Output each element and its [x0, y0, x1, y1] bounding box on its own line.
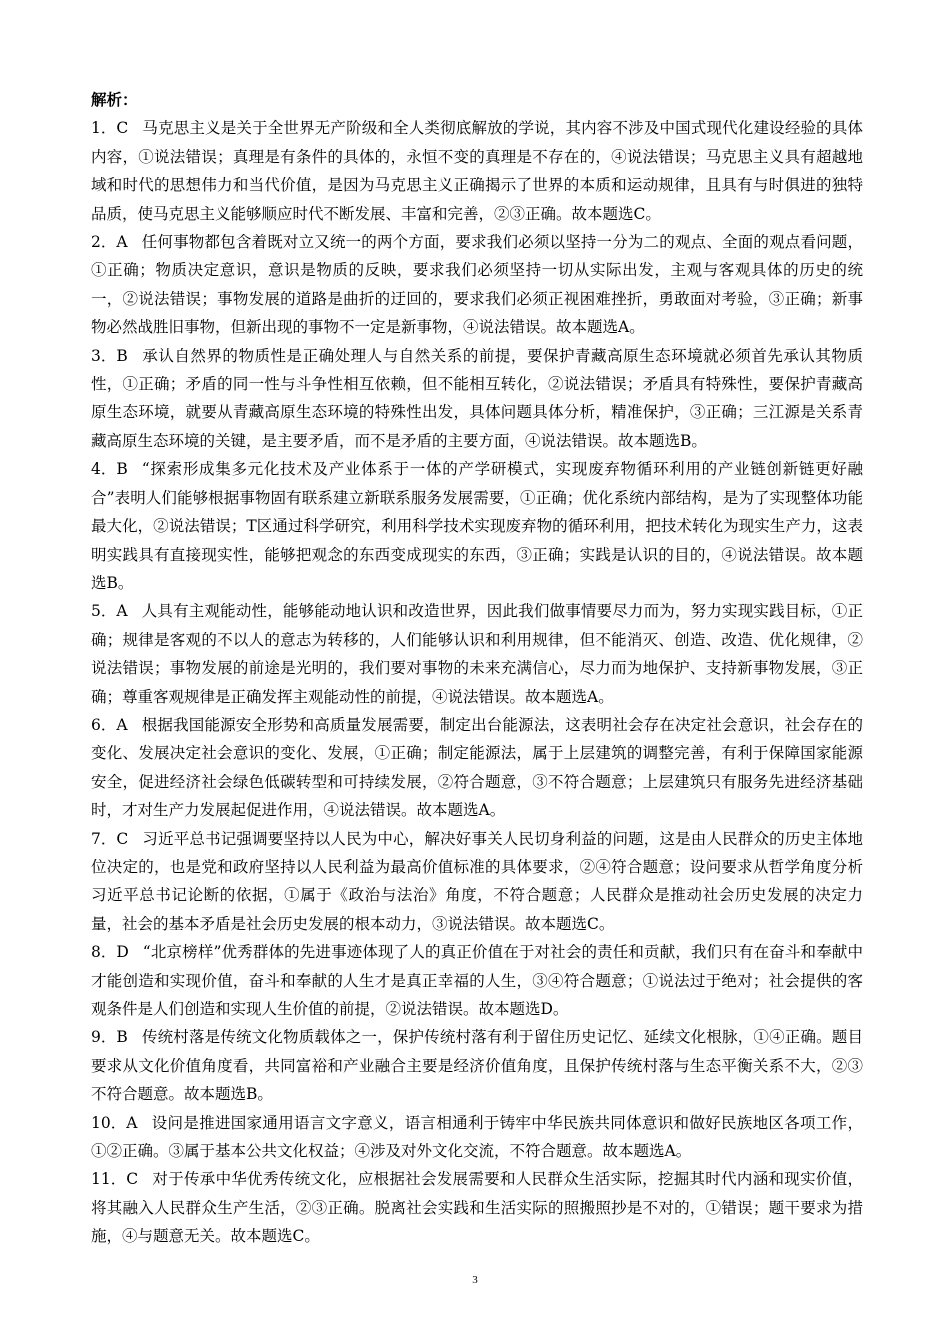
answer-item-7 — [91, 825, 863, 939]
answer-text: 习近平总书记强调要坚持以人民为中心，解决好事关人民切身利益的问题，这是由人民群众的历史主体地位决定的，也是党和政府坚持以人民利益为最高价值标准的具体要求，②④符合题意；设问要求从哲学角度分析习近平总书记论断的依据，①属于《政治与法治》角度，不符合题意；人民群众是推动社会历史发展的决定力量，社会的基本矛盾是社会历史发展的根本动力，③说法错误。故本题选C。 — [91, 829, 863, 933]
answer-number: 8．D — [91, 943, 129, 962]
page-number: 3 — [472, 1274, 478, 1286]
answer-number: 10．A — [91, 1113, 138, 1132]
answer-item-9 — [91, 1023, 863, 1108]
answer-text: “探索形成集多元化技术及产业体系于一体的产学研模式，实现废弃物循环利用的产业链创新链更好融合”表明人们能够根据事物固有联系建立新联系服务发展需要，①正确；优化系统内部结构，是为了实现整体功能最大化，②说法错误；T区通过科学研究，利用科学技术实现废弃物的循环利用，把技术转化为现实生产力，这表明实践具有直接现实性，能够把观念的东西变成现实的东西，③正确；实践是认识的目的，④说法错误。故本题选B。 — [91, 460, 863, 592]
answer-text: 对于传承中华优秀传统文化，应根据社会发展需要和人民群众生活实际，挖掘其时代内涵和现实价值，将其融入人民群众生产生活，②③正确。脱离社会实践和生活实际的照搬照抄是不对的，①错误；题干要求为措施，④与题意无关。故本题选C。 — [91, 1170, 863, 1246]
answer-number: 5．A — [91, 602, 128, 621]
answer-item-6 — [91, 711, 863, 825]
answer-text: 承认自然界的物质性是正确处理人与自然关系的前提，要保护青藏高原生态环境就必须首先承认其物质性，①正确；矛盾的同一性与斗争性相互依赖，但不能相互转化，②说法错误；矛盾具有特殊性，要保护青藏高原生态环境，就要从青藏高原生态环境的特殊性出发，具体问题具体分析，精准保护，③正确；三江源是关系青藏高原生态环境的关键，是主要矛盾，而不是矛盾的主要方面，④说法错误。故本题选B。 — [91, 346, 863, 450]
answer-item-1 — [91, 114, 863, 228]
answer-text: 任何事物都包含着既对立又统一的两个方面，要求我们必须以坚持一分为二的观点、全面的观点看问题，①正确；物质决定意识，意识是物质的反映，要求我们必须坚持一切从实际出发，主观与客观具体的历史的统一，②说法错误；事物发展的道路是曲折的迂回的，要求我们必须正视困难挫折，勇敢面对考验，③正确；新事物必然战胜旧事物，但新出现的事物不一定是新事物，④说法错误。故本题选A。 — [91, 233, 863, 337]
answer-text: 马克思主义是关于全世界无产阶级和全人类彻底解放的学说，其内容不涉及中国式现代化建设经验的具体内容，①说法错误；真理是有条件的具体的，永恒不变的真理是不存在的，④说法错误；马克思主义具有超越地域和时代的思想伟力和当代价值，是因为马克思主义正确揭示了世界的本质和运动规律，且具有与时俱进的独特品质，使马克思主义能够顺应时代不断发展、丰富和完善，②③正确。故本题选C。 — [91, 119, 863, 223]
answer-item-8 — [91, 938, 863, 1023]
answer-text: 传统村落是传统文化物质载体之一，保护传统村落有利于留住历史记忆、延续文化根脉，①④正确。题目要求从文化价值角度看，共同富裕和产业融合主要是经济价值角度，且保护传统村落与生态平衡关系不大，②③不符合题意。故本题选B。 — [91, 1028, 863, 1104]
answer-number: 2．A — [91, 233, 128, 252]
answer-item-11 — [91, 1165, 863, 1250]
answer-number: 4．B — [91, 460, 128, 479]
answer-item-5 — [91, 597, 863, 711]
section-heading: 解析： — [91, 90, 138, 109]
answer-text: “北京榜样”优秀群体的先进事迹体现了人的真正价值在于对社会的责任和贡献，我们只有在奋斗和奉献中才能创造和实现价值，奋斗和奉献的人生才是真正幸福的人生，③④符合题意；①说法过于绝对；社会提供的客观条件是人们创造和实现人生价值的前提，②说法错误。故本题选D。 — [91, 943, 863, 1018]
answer-item-3 — [91, 342, 863, 456]
answer-item-10 — [91, 1109, 863, 1166]
answer-text: 人具有主观能动性，能够能动地认识和改造世界，因此我们做事情要尽力而为，努力实现实践目标，①正确；规律是客观的不以人的意志为转移的，人们能够认识和利用规律，但不能消灭、创造、改造、优化规律，②说法错误；事物发展的前途是光明的，我们要对事物的未来充满信心，尽力而为地保护、支持新事物发展，③正确；尊重客观规律是正确发挥主观能动性的前提，④说法错误。故本题选A。 — [91, 602, 863, 706]
answer-number: 9．B — [91, 1028, 128, 1047]
answer-number: 7．C — [91, 829, 129, 848]
answer-text: 根据我国能源安全形势和高质量发展需要，制定出台能源法，这表明社会存在决定社会意识，社会存在的变化、发展决定社会意识的变化、发展，①正确；制定能源法，属于上层建筑的调整完善，有利于保障国家能源安全，促进经济社会绿色低碳转型和可持续发展，②符合题意，③不符合题意；上层建筑只有服务先进经济基础时，才对生产力发展起促进作用，④说法错误。故本题选A。 — [91, 715, 863, 820]
answer-item-2 — [91, 228, 863, 342]
answer-list — [91, 114, 863, 1250]
answer-analysis-section — [91, 86, 863, 1251]
answer-number: 6．A — [91, 715, 128, 734]
answer-number: 3．B — [91, 346, 128, 365]
answer-number: 1．C — [91, 119, 129, 138]
answer-number: 11．C — [91, 1170, 139, 1189]
answer-text: 设问是推进国家通用语言文字意义，语言相通利于铸牢中华民族共同体意识和做好民族地区各项工作，①②正确。③属于基本公共文化权益；④涉及对外文化交流，不符合题意。故本题选A。 — [91, 1113, 863, 1161]
answer-item-4 — [91, 455, 863, 597]
